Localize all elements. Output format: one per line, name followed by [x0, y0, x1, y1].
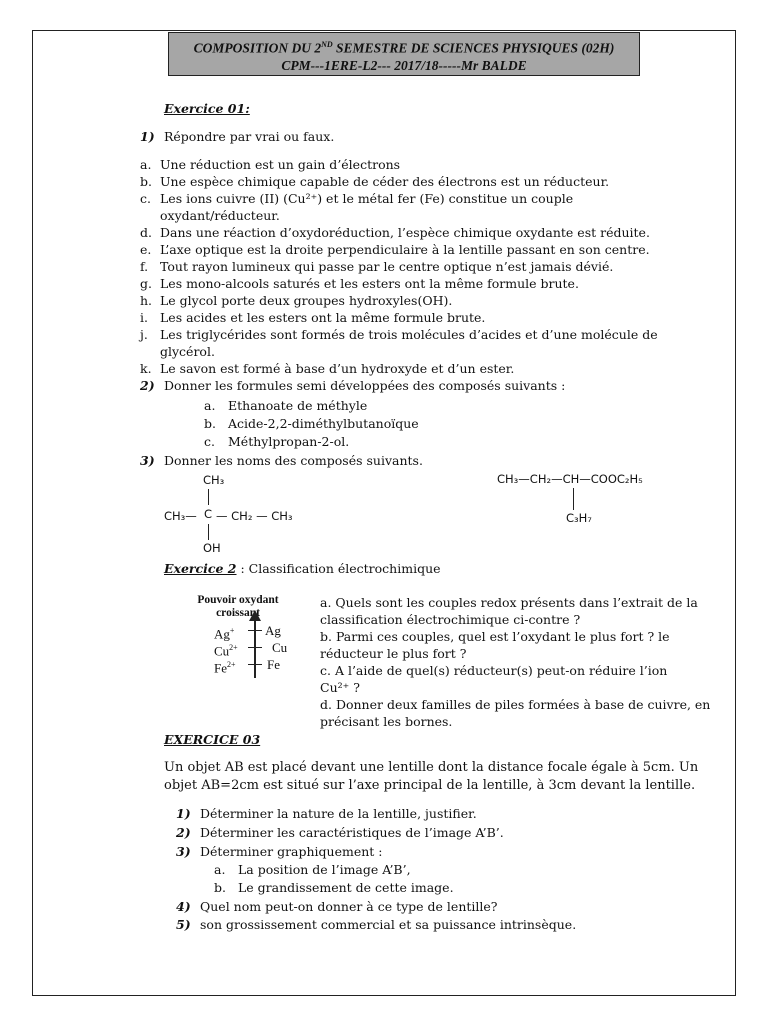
list-item: g. Les mono-alcools saturés et les esters ont la même formule brute. — [140, 276, 579, 291]
list-item: c. Les ions cuivre (II) (Cu²⁺) et le métal fer (Fe) constitue un couple — [140, 191, 574, 206]
list-item: a. Une réduction est un gain d’électrons — [140, 157, 401, 172]
ex2-line: précisant les bornes. — [320, 714, 453, 729]
exercise-3-title: EXERCICE 03 — [164, 732, 261, 747]
ex2-line: d. Donner deux familles de piles formées à base de cuivre, en — [320, 697, 711, 712]
reductant-ag: Ag — [265, 623, 281, 638]
ex2-line: b. Parmi ces couples, quel est l’oxydant le plus fort ? le — [320, 629, 670, 644]
header-line-1: COMPOSITION DU 2ND SEMESTRE DE SCIENCES PHYSIQUES (02H) — [193, 40, 615, 56]
bond-line — [573, 488, 574, 510]
ex2-line: classification électrochimique ci-contre ? — [320, 612, 581, 627]
struct-2-main: CH₃—CH₂—CH—COOC₂H₅ — [497, 472, 643, 486]
struct-1-right: — CH₂ — CH₃ — [216, 509, 293, 523]
ex2-line: a. Quels sont les couples redox présents dans l’extrait de la — [320, 595, 698, 610]
list-item: 1) Déterminer la nature de la lentille, justifier. — [176, 806, 477, 821]
struct-1-top: CH₃ — [203, 473, 225, 487]
exam-header — [168, 32, 640, 76]
tick-mark — [248, 664, 262, 665]
oxidant-ag: Ag+ — [214, 626, 235, 642]
diagram-label: Pouvoir oxydant croissant — [197, 594, 279, 619]
bond-line — [208, 489, 209, 505]
list-item: 5) son grossissement commercial et sa puissance intrinsèque. — [176, 917, 577, 932]
list-item: a. Ethanoate de méthyle — [204, 398, 368, 413]
question-3: 3) Donner les noms des composés suivants. — [140, 453, 423, 468]
list-item: 4) Quel nom peut-on donner à ce type de lentille? — [176, 899, 498, 914]
list-item: j. Les triglycérides sont formés de trois molécules d’acides et d’une molécule de — [140, 327, 658, 342]
list-item: b. Le grandissement de cette image. — [214, 880, 454, 895]
list-item: b. Une espèce chimique capable de céder des électrons est un réducteur. — [140, 174, 610, 189]
struct-1-left: CH₃— — [164, 509, 197, 523]
list-item: e. L’axe optique est la droite perpendiculaire à la lentille passant en son centre. — [140, 242, 650, 257]
list-item: d. Dans une réaction d’oxydoréduction, l’espèce chimique oxydante est réduite. — [140, 225, 650, 240]
bond-line — [208, 524, 209, 540]
list-item: 3) Déterminer graphiquement : — [176, 844, 383, 859]
list-item: b. Acide-2,2-diméthylbutanoïque — [204, 416, 419, 431]
list-item: h. Le glycol porte deux groupes hydroxyles(OH). — [140, 293, 453, 308]
arrow-shaft — [254, 620, 256, 678]
list-item: glycérol. — [160, 344, 215, 359]
struct-1-bottom: OH — [203, 541, 221, 555]
ex2-line: Cu²⁺ ? — [320, 680, 360, 695]
oxidant-cu: $Cu^{2+}$ — [214, 643, 238, 659]
question-2: 2) Donner les formules semi développées des composés suivants : — [140, 378, 566, 393]
tick-mark — [248, 647, 262, 648]
header-line-2: CPM---1ERE-L2--- 2017/18-----Mr BALDE — [281, 57, 527, 73]
reductant-fe: Fe — [267, 657, 280, 672]
struct-1-center: C — [204, 507, 213, 521]
struct-2-sub: C₃H₇ — [566, 511, 592, 525]
ex3-intro-line: Un objet AB est placé devant une lentille dont la distance focale égale à 5cm. Un — [164, 760, 699, 775]
list-item: 2) Déterminer les caractéristiques de l’image A’B’. — [176, 825, 504, 840]
exercise-1-title: Exercice 01: — [164, 101, 250, 116]
reductant-cu: Cu — [272, 640, 288, 655]
list-item: f. Tout rayon lumineux qui passe par le centre optique n’est jamais dévié. — [140, 259, 614, 274]
list-item: k. Le savon est formé à base d’un hydroxyde et d’un ester. — [140, 361, 515, 376]
ex2-line: réducteur le plus fort ? — [320, 646, 467, 661]
tick-mark — [248, 630, 262, 631]
list-item: c. Méthylpropan-2-ol. — [204, 434, 350, 449]
list-item: i. Les acides et les esters ont la même formule brute. — [140, 310, 486, 325]
list-item: oxydant/réducteur. — [160, 208, 280, 223]
list-item: a. La position de l’image A’B’, — [214, 862, 411, 877]
oxidant-fe: $Fe^{2+}$ — [214, 660, 236, 676]
ex2-line: c. A l’aide de quel(s) réducteur(s) peut-on réduire l’ion — [320, 663, 668, 678]
exercise-2-title: Exercice 2 : Classification électrochimique — [164, 561, 441, 576]
ex3-intro-line: objet AB=2cm est situé sur l’axe principal de la lentille, à 3cm devant la lentille. — [164, 778, 696, 793]
question-1: 1) Répondre par vrai ou faux. — [140, 129, 335, 144]
